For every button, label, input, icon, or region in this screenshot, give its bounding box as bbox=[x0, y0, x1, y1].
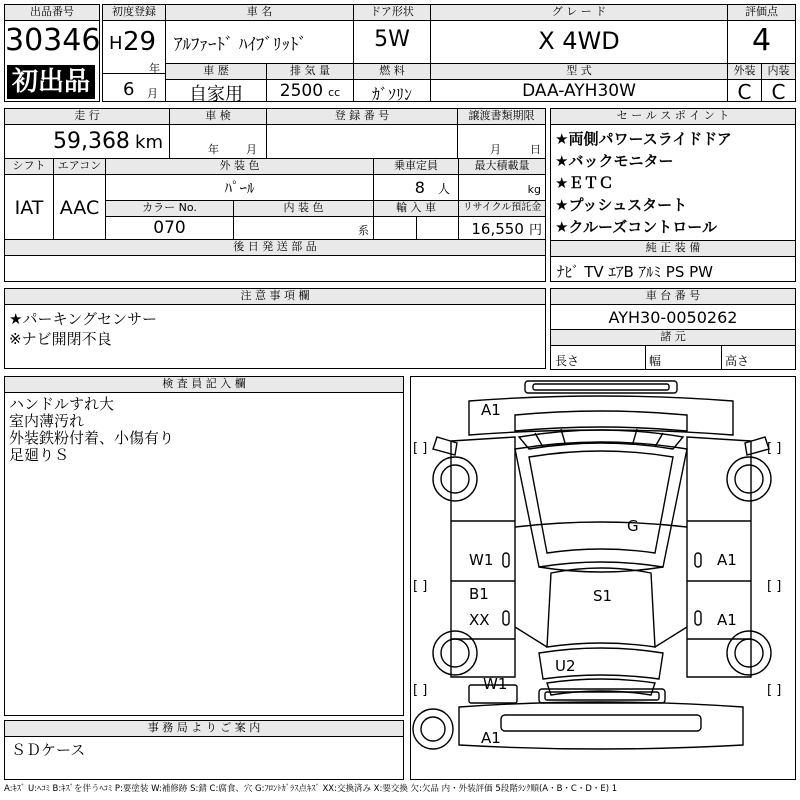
inspection-cell bbox=[169, 108, 267, 159]
inspection-year-unit: 年 bbox=[208, 143, 219, 156]
sales-point-item: ★クルーズコントロール bbox=[555, 218, 717, 236]
note-item: ★パーキングセンサー bbox=[9, 310, 157, 328]
car-diagram-svg bbox=[411, 377, 795, 779]
displacement-label: 排 気 量 bbox=[267, 64, 353, 80]
import-label: 輸 入 車 bbox=[374, 201, 458, 217]
shift-cell bbox=[4, 158, 54, 240]
recycle-amount: 16,550 bbox=[471, 220, 524, 238]
transfer-cell bbox=[457, 108, 546, 159]
mileage-label: 走 行 bbox=[5, 109, 169, 125]
ac-cell bbox=[53, 158, 106, 240]
mark-left-rear: W1 bbox=[483, 675, 508, 693]
lot-number-cell bbox=[4, 4, 100, 102]
reg-year: 29 bbox=[123, 27, 157, 57]
legend: A:ｷｽﾞ U:ﾍｺﾐ B:ｷｽﾞを伴うﾍｺﾐ P:要塗装 W:補修跡 S:錆 C:腐食、穴 G:ﾌﾛﾝﾄｶﾞﾗｽ点ｷｽﾞ XX:交換済み X:要交換 欠:欠品 内・外装評価 5段階ﾗﾝｸ順(A・B・C・D・E) 1 bbox=[4, 784, 618, 794]
bracket-right-rear: [ ] bbox=[767, 683, 782, 698]
fuel-label: 燃 料 bbox=[354, 64, 430, 80]
inspection-month-unit: 月 bbox=[246, 143, 257, 156]
score: 4 bbox=[751, 23, 772, 58]
mark-center: S1 bbox=[593, 587, 613, 605]
sales-points-list bbox=[555, 128, 732, 238]
grade-cell bbox=[430, 4, 728, 64]
history-cell bbox=[165, 63, 267, 105]
mark-right-rear: A1 bbox=[717, 611, 737, 629]
specs-box bbox=[550, 329, 796, 370]
header-block bbox=[4, 4, 796, 105]
era-letter: H bbox=[109, 33, 123, 54]
color-no: 070 bbox=[153, 218, 186, 238]
displacement-cell bbox=[266, 63, 354, 102]
shift-label: シフト bbox=[5, 159, 53, 175]
specs-title: 諸 元 bbox=[551, 330, 795, 346]
office-title: 事 務 局 よ り ご 案 内 bbox=[5, 721, 403, 737]
bracket-left-front: [ ] bbox=[413, 441, 428, 456]
mark-rear-panel: U2 bbox=[555, 657, 576, 675]
color-no-label: カラー No. bbox=[106, 201, 233, 217]
bracket-right-front: [ ] bbox=[767, 441, 782, 456]
ac-label: エアコン bbox=[54, 159, 105, 175]
mileage: 59,368 bbox=[52, 129, 130, 154]
note-item: ※ナビ開閉不良 bbox=[9, 330, 112, 348]
grade: X 4WD bbox=[538, 27, 620, 55]
inspector-line: 外装鉄粉付着、小傷有り bbox=[9, 429, 175, 447]
equipment-value: ﾅﾋﾞ TV ｴｱB ｱﾙﾐ PS PW bbox=[557, 263, 713, 281]
import-cell bbox=[373, 200, 459, 240]
later-parts-label: 後 日 発 送 部 品 bbox=[5, 240, 545, 256]
seats: 8 bbox=[414, 178, 425, 197]
max-load-unit: kg bbox=[527, 183, 541, 196]
shift: IAT bbox=[14, 197, 44, 219]
max-load-label: 最大積載量 bbox=[459, 159, 545, 175]
notes-title: 注 意 事 項 欄 bbox=[5, 289, 545, 305]
color-no-cell bbox=[105, 200, 234, 240]
displacement-unit: cc bbox=[328, 86, 341, 99]
sales-points-box bbox=[550, 108, 796, 241]
car-name: ｱﾙﾌｧｰﾄﾞ ﾊｲﾌﾞﾘｯﾄﾞ bbox=[174, 35, 307, 55]
equipment-title: 純 正 装 備 bbox=[551, 241, 795, 257]
reg-number-label: 登 録 番 号 bbox=[267, 109, 457, 125]
chassis-box bbox=[550, 288, 796, 330]
mark-rear: A1 bbox=[481, 729, 501, 747]
ext-color-label: 外 装 色 bbox=[106, 159, 373, 175]
recycle-label: リサイクル預託金 bbox=[459, 201, 545, 217]
ext-score: C bbox=[737, 80, 752, 104]
inspector-title: 検 査 員 記 入 欄 bbox=[5, 377, 403, 393]
year-unit: 年 bbox=[149, 62, 160, 75]
model: DAA-AYH30W bbox=[522, 81, 636, 101]
mileage-unit: km bbox=[135, 132, 163, 153]
max-load-cell bbox=[458, 158, 546, 201]
ac: AAC bbox=[59, 197, 100, 219]
first-reg-cell bbox=[102, 4, 166, 102]
office-box bbox=[4, 720, 404, 780]
model-label: 型 式 bbox=[431, 64, 727, 80]
spec-length-label: 長さ bbox=[555, 354, 580, 368]
door-label: ドア形状 bbox=[354, 5, 430, 21]
int-score-label: 内装 bbox=[762, 64, 795, 80]
sales-point-item: ★プッシュスタート bbox=[555, 196, 688, 214]
model-cell bbox=[430, 63, 728, 102]
sales-points-title: セ ー ル ス ポ イ ン ト bbox=[551, 109, 795, 125]
int-color-label: 内 装 色 bbox=[234, 201, 373, 217]
score-cell bbox=[727, 4, 796, 64]
lot-number: 30346 bbox=[5, 23, 101, 58]
transfer-month-unit: 月 bbox=[490, 143, 501, 156]
history: 自家用 bbox=[189, 84, 243, 105]
chassis-title: 車 台 番 号 bbox=[551, 289, 795, 305]
transfer-day-unit: 日 bbox=[530, 143, 541, 156]
car-name-label: 車 名 bbox=[166, 5, 353, 21]
ext-color-cell bbox=[105, 158, 374, 201]
chassis-number: AYH30-0050262 bbox=[608, 308, 738, 327]
grade-label: グ レ ー ド bbox=[431, 5, 727, 21]
ext-color: ﾊﾟｰﾙ bbox=[224, 179, 255, 197]
mileage-cell bbox=[4, 108, 170, 159]
int-color-cell bbox=[233, 200, 374, 240]
seats-unit: 人 bbox=[437, 182, 450, 196]
door-type: 5W bbox=[374, 27, 410, 52]
bracket-right-mid: [ ] bbox=[767, 579, 782, 594]
reg-month: 6 bbox=[123, 79, 135, 100]
lot-number-label: 出品番号 bbox=[5, 5, 99, 21]
car-diagram bbox=[410, 376, 796, 780]
ext-score-cell bbox=[727, 63, 762, 102]
later-parts-cell bbox=[4, 239, 546, 282]
fuel: ｶﾞｿﾘﾝ bbox=[371, 85, 412, 104]
mark-right-front: A1 bbox=[717, 551, 737, 569]
ext-score-label: 外装 bbox=[728, 64, 761, 80]
int-color-unit: 系 bbox=[358, 224, 369, 237]
score-label: 評価点 bbox=[728, 5, 795, 21]
door-cell bbox=[353, 4, 431, 64]
int-score: C bbox=[771, 80, 786, 104]
seats-cell bbox=[373, 158, 459, 201]
sales-point-item: ★両側パワースライドドア bbox=[555, 130, 732, 148]
notes-box bbox=[4, 288, 546, 369]
displacement: 2500 bbox=[279, 81, 324, 101]
mark-left-mid-b: B1 bbox=[469, 585, 489, 603]
sales-point-item: ★ＥＴＣ bbox=[555, 174, 614, 192]
bracket-left-rear: [ ] bbox=[413, 683, 428, 698]
mark-left-mid-x: XX bbox=[469, 611, 490, 629]
inspector-line: 足廻りＳ bbox=[9, 446, 70, 464]
mark-front: A1 bbox=[481, 401, 501, 419]
mark-left-front: W1 bbox=[469, 551, 494, 569]
recycle-unit: 円 bbox=[528, 223, 542, 238]
spec-height-label: 高さ bbox=[725, 354, 750, 368]
inspector-box bbox=[4, 376, 404, 716]
spec-width-label: 幅 bbox=[649, 354, 662, 368]
inspector-line: 室内薄汚れ bbox=[9, 412, 85, 430]
equipment-box bbox=[550, 240, 796, 282]
inspection-label: 車 検 bbox=[170, 109, 266, 125]
recycle-cell bbox=[458, 200, 546, 240]
seats-label: 乗車定員 bbox=[374, 159, 458, 175]
month-unit: 月 bbox=[147, 87, 158, 100]
office-text: ＳＤケース bbox=[11, 741, 86, 759]
car-name-cell bbox=[165, 4, 354, 64]
bracket-left-mid: [ ] bbox=[413, 579, 428, 594]
sales-point-item: ★バックモニター bbox=[555, 152, 674, 170]
first-reg-label: 初度登録 bbox=[103, 5, 165, 21]
inspector-line: ハンドルすれ大 bbox=[9, 395, 115, 413]
transfer-label: 譲渡書類期限 bbox=[458, 109, 545, 125]
first-listing-badge: 初出品 bbox=[7, 65, 95, 99]
history-label: 車 歴 bbox=[166, 64, 266, 80]
fuel-cell bbox=[353, 63, 431, 102]
int-score-cell bbox=[761, 63, 796, 102]
mark-roof: G bbox=[627, 517, 639, 535]
info-block bbox=[4, 108, 546, 282]
reg-number-cell bbox=[266, 108, 458, 159]
